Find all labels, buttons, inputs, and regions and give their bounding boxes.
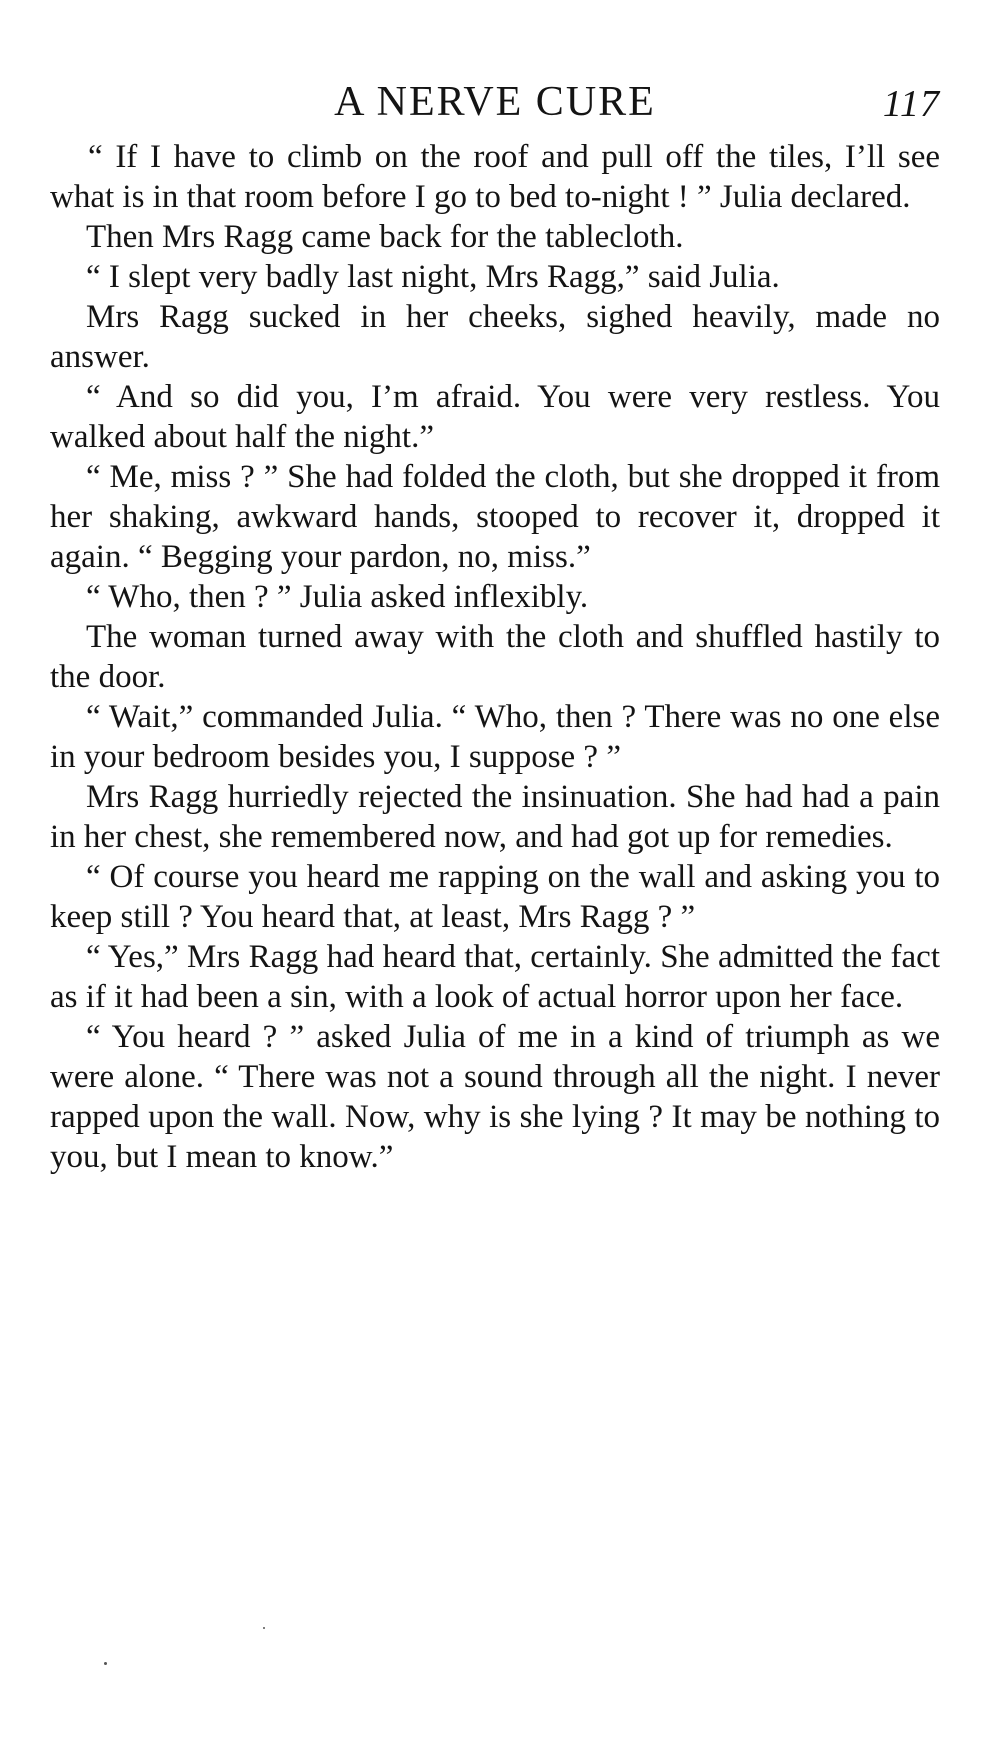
- paragraph: “ Yes,” Mrs Ragg had heard that, certainly. She admitted the fact as if it had been a sin, with a look of actual horror upon her face.: [50, 939, 940, 1015]
- paragraph: “ You heard ? ” asked Julia of me in a kind of triumph as we were alone. “ There was not a sound through all the night. I never rapped upon the wall. Now, why is she lying ? It may be nothing to you, but I mean to know.”: [50, 1019, 940, 1175]
- paragraph: “ And so did you, I’m afraid. You were very restless. You walked about half the night.”: [50, 379, 940, 455]
- paragraph: “ If I have to climb on the roof and pull off the tiles, I’ll see what is in that room before I go to bed to-night ! ” Julia declared.: [50, 139, 940, 215]
- print-speck: [104, 1662, 107, 1665]
- running-title: A NERVE CURE: [334, 79, 656, 125]
- paragraph: “ Who, then ? ” Julia asked inflexibly.: [86, 579, 589, 615]
- paragraph: Then Mrs Ragg came back for the tablecloth.: [86, 219, 684, 255]
- running-head: [50, 78, 940, 128]
- paragraph: “ Of course you heard me rapping on the wall and asking you to keep still ? You heard that, at least, Mrs Ragg ? ”: [50, 859, 940, 935]
- paragraph: The woman turned away with the cloth and shuffled hastily to the door.: [50, 619, 940, 695]
- paragraph: Mrs Ragg hurriedly rejected the insinuation. She had had a pain in her chest, she remembered now, and had got up for remedies.: [50, 779, 940, 855]
- body-text: [50, 137, 940, 1177]
- paragraph: “ Wait,” commanded Julia. “ Who, then ? There was no one else in your bedroom besides you, I suppose ? ”: [50, 699, 940, 775]
- paragraph: “ Me, miss ? ” She had folded the cloth, but she dropped it from her shaking, awkward hands, stooped to recover it, dropped it again. “ Begging your pardon, no, miss.”: [50, 459, 940, 575]
- print-speck: [263, 1627, 265, 1629]
- paragraph: “ I slept very badly last night, Mrs Ragg,” said Julia.: [86, 259, 780, 295]
- paragraph: Mrs Ragg sucked in her cheeks, sighed heavily, made no answer.: [50, 299, 940, 375]
- page-number: 117: [882, 83, 940, 125]
